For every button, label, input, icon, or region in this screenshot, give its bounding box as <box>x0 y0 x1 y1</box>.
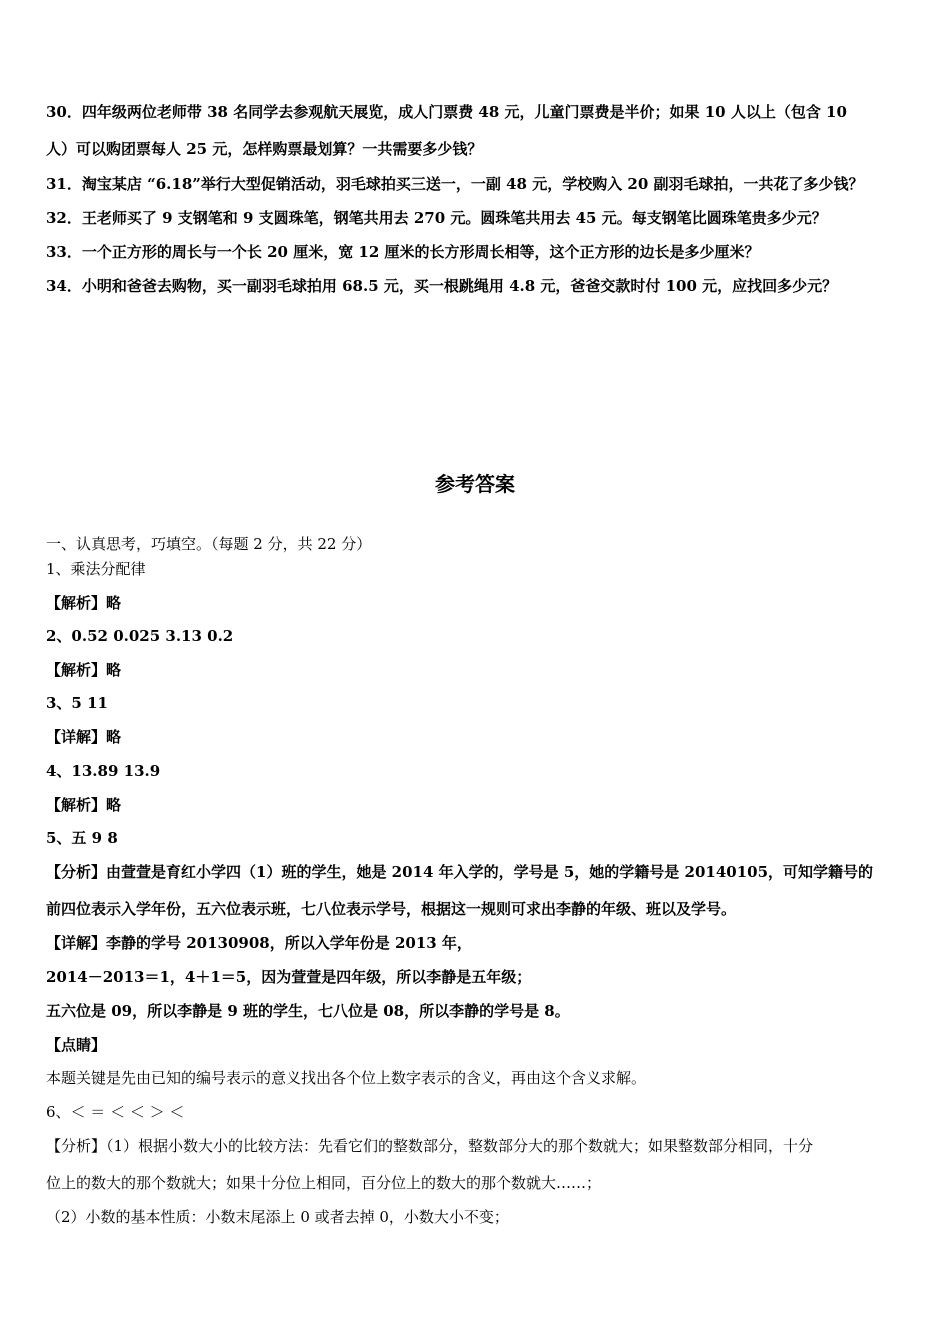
analysis-6-line-3: （2）小数的基本性质：小数末尾添上 0 或者去掉 0，小数大小不变； <box>46 1208 509 1226</box>
question-34: 34．小明和爸爸去购物，买一副羽毛球拍用 68.5 元，买一根跳绳用 4.8 元，爸爸交款时付 100 元，应找回多少元？ <box>46 277 838 295</box>
analysis-4: 【解析】略 <box>46 796 122 814</box>
note-5: 【点睛】 <box>46 1036 107 1054</box>
question-30-line-1: 30．四年级两位老师带 38 名同学去参观航天展览，成人门票费 48 元，儿童门票费是半价；如果 10 人以上（包含 10 <box>46 103 847 121</box>
analysis-5-line-2: 前四位表示入学年份，五六位表示班，七八位表示学号，根据这一规则可求出李静的年级、班以及学号。 <box>46 900 737 918</box>
answer-4: 4、13.89 13.9 <box>46 762 161 780</box>
detail-5-line-3: 五六位是 09，所以李静是 9 班的学生，七八位是 08，所以李静的学号是 8。 <box>46 1002 570 1020</box>
answer-1: 1、乘法分配律 <box>46 560 146 578</box>
question-31: 31．淘宝某店 “6.18”举行大型促销活动，羽毛球拍买三送一，一副 48 元，学校购入 20 副羽毛球拍，一共花了多少钱？ <box>46 175 864 193</box>
answer-6: 6、＜ ＝ ＜ ＜ ＞ ＜ <box>46 1103 185 1121</box>
answer-3: 3、5 11 <box>46 694 108 712</box>
answer-5: 5、五 9 8 <box>46 829 118 847</box>
analysis-5-line-1: 【分析】由萱萱是育红小学四（1）班的学生，她是 2014 年入学的，学号是 5，她的学籍号是 20140105，可知学籍号的 <box>46 863 874 881</box>
detail-5-line-2: 2014－2013＝1，4＋1＝5，因为萱萱是四年级，所以李静是五年级； <box>46 968 532 986</box>
note-5-text: 本题关键是先由已知的编号表示的意义找出各个位上数字表示的含义，再由这个含义求解。 <box>46 1069 647 1087</box>
question-32: 32．王老师买了 9 支钢笔和 9 支圆珠笔，钢笔共用去 270 元。圆珠笔共用去 45 元。每支钢笔比圆珠笔贵多少元？ <box>46 209 827 227</box>
analysis-6-line-1: 【分析】（1）根据小数大小的比较方法：先看它们的整数部分，整数部分大的那个数就大；如果整数部分相同，十分 <box>46 1137 814 1155</box>
question-30-line-2: 人）可以购团票每人 25 元，怎样购票最划算？一共需要多少钱？ <box>46 140 483 158</box>
analysis-6-line-2: 位上的数大的那个数就大；如果十分位上相同，百分位上的数大的那个数就大……； <box>46 1174 602 1192</box>
section-heading: 一、认真思考，巧填空。（每题 2 分，共 22 分） <box>46 535 372 553</box>
question-33: 33．一个正方形的周长与一个长 20 厘米，宽 12 厘米的长方形周长相等，这个正方形的边长是多少厘米？ <box>46 243 760 261</box>
answer-2: 2、0.52 0.025 3.13 0.2 <box>46 627 234 645</box>
analysis-1: 【解析】略 <box>46 594 122 612</box>
detail-3: 【详解】略 <box>46 728 122 746</box>
analysis-2: 【解析】略 <box>46 661 122 679</box>
answers-title: 参考答案 <box>435 472 515 496</box>
detail-5-line-1: 【详解】李静的学号 20130908，所以入学年份是 2013 年， <box>46 934 472 952</box>
